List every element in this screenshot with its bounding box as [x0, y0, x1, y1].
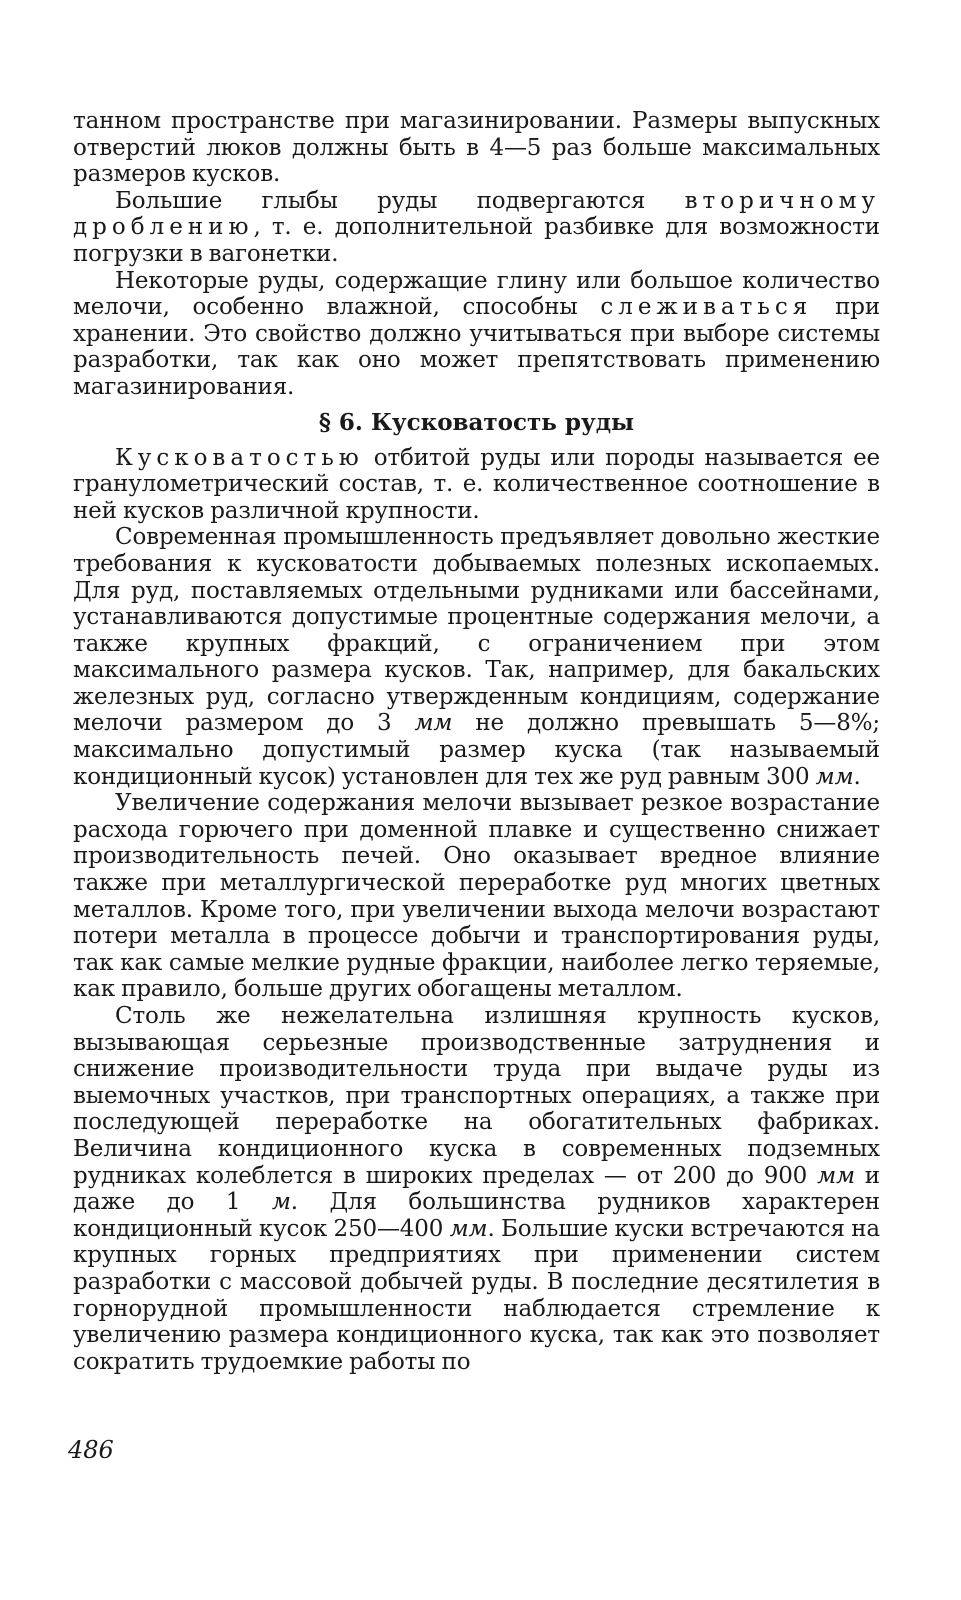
unit: мм [449, 1215, 488, 1242]
paragraph-fines-effect: Увеличение содержания мелочи вызывает резкое возрастание расхода горючего при доменной плавке и существенно снижает производительность печей. Оно оказывает вредное влияние также при металлургической переработке руд многих цветных металлов. Кроме того, при увеличении выхода мелочи возрастают потери металла в процессе добычи и транспортирования руды, так как самые мелкие рудные фракции, наиболее легко теряемые, как правило, больше других обогащены металлом. [73, 790, 880, 1003]
section-heading: § 6. Кусковатость руды [318, 408, 635, 436]
text: Большие глыбы руды подвергаются [115, 187, 685, 214]
spaced-term: Кусковатостью [115, 444, 364, 471]
spaced-term: вторичному дроблению [73, 187, 880, 241]
paragraph-definition [73, 445, 880, 525]
paragraph-oversize [73, 1003, 880, 1375]
unit: мм [815, 763, 854, 790]
unit: м [271, 1189, 291, 1216]
text: . Для большинства рудников характерен кондиционный кусок 250—400 [73, 1189, 880, 1242]
text: не должно превышать 5—8%; максимально допустимый размер куска (так называемый кондиционный кусок) установлен для тех же руд равным 300 [73, 710, 880, 790]
paragraph-requirements [73, 524, 880, 790]
text: . Большие куски встречаются на крупных горных предприятиях при применении систем разработки с массовой добычей руды. В последние десятилетия в горнорудной промышленности наблюдается стремление к увеличению размера кондиционного куска, так как это позволяет сократить трудоемкие работы по [73, 1215, 880, 1375]
text: Столь же нежелательна излишняя крупность кусков, вызывающая серьезные производственные затруднения и снижение производительности труда при выдаче руды из выемочных участков, при транспортных операциях, а также при последующей переработке на обогатительных фабриках. Величина кондиционного куска в современных подземных рудниках колеблется в широких пределах — от 200 до 900 [73, 1003, 880, 1189]
paragraph-caking [73, 268, 880, 401]
book-page [73, 108, 880, 1375]
spaced-term: слеживаться [600, 294, 813, 321]
text: отбитой руды или породы называется ее гранулометрический состав, т. е. количественное соотношение в ней кусков различной крупности. [73, 444, 880, 524]
paragraph-continuation: танном пространстве при магазинировании. Размеры выпускных отверстий люков должны быть в 4—5 раз больше максимальных размеров кусков. [73, 108, 880, 188]
text: и даже до 1 [73, 1162, 880, 1216]
text: . [853, 763, 861, 790]
text: Современная промышленность предъявляет довольно жесткие требования к кусковатости добываемых полезных ископаемых. Для руд, поставляемых отдельными рудниками или бассейнами, устанавливаются допустимые процентные содержания мелочи, а также крупных фракций, с ограничением при этом максимального размера кусков. Так, например, для бакальских железных руд, согласно утвержденным кондициям, содержание мелочи размером до 3 [73, 524, 880, 737]
unit: мм [414, 710, 453, 737]
page-number: 486 [68, 1436, 114, 1464]
text: , т. е. дополнительной разбивке для возможности погрузки в вагонетки. [73, 214, 880, 267]
text: Некоторые руды, содержащие глину или большое количество мелочи, особенно влажной, способны [73, 267, 880, 321]
text: при хранении. Это свойство должно учитываться при выборе системы разработки, так как оно может препятствовать применению магазинирования. [73, 294, 881, 400]
paragraph-secondary-crushing [73, 188, 880, 268]
unit: мм [817, 1162, 855, 1189]
